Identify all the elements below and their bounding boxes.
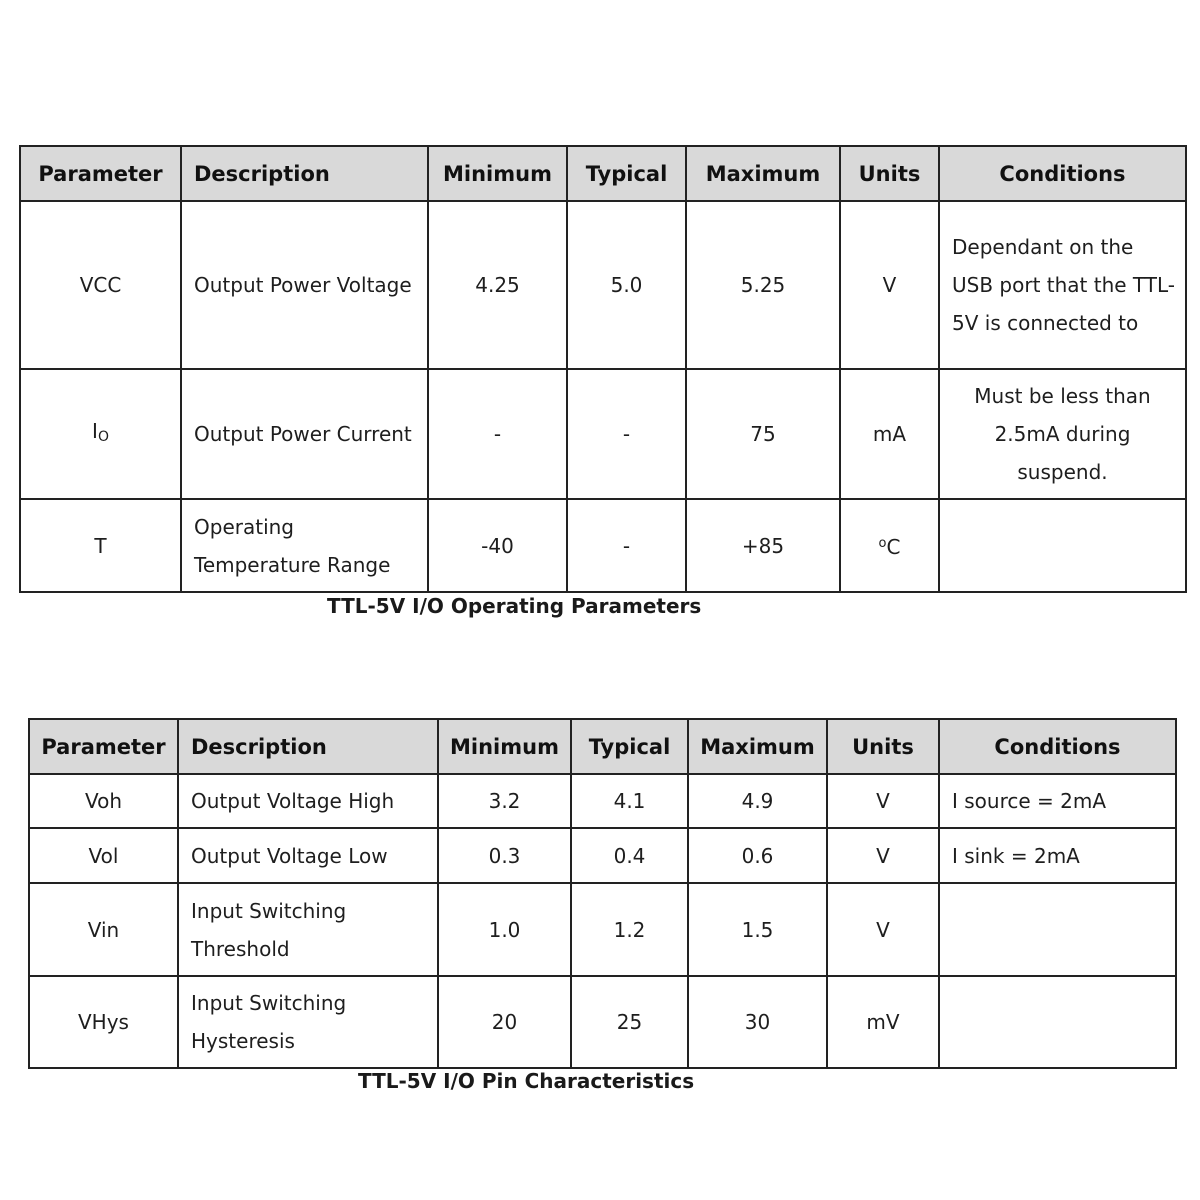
table-row (20, 201, 1186, 369)
minimum-cell: 3.2 (438, 774, 571, 828)
description-cell: Input Switching Hysteresis (178, 976, 438, 1068)
table-caption: TTL-5V I/O Operating Parameters (327, 594, 702, 618)
table-row (29, 883, 1176, 976)
conditions-cell: Must be less than 2.5mA during suspend. (939, 369, 1186, 499)
typical-cell: 25 (571, 976, 688, 1068)
units-cell: V (840, 201, 939, 369)
parameter-symbol: I (92, 419, 98, 443)
table-row (20, 369, 1186, 499)
typical-cell: 0.4 (571, 828, 688, 883)
pin-characteristics-table (28, 718, 1177, 1069)
description-cell: Output Voltage High (178, 774, 438, 828)
table-row (20, 499, 1186, 592)
table-header-row (20, 146, 1186, 201)
maximum-cell: 0.6 (688, 828, 827, 883)
maximum-cell: 1.5 (688, 883, 827, 976)
header-maximum: Maximum (688, 719, 827, 774)
description-cell: Output Power Current (181, 369, 428, 499)
typical-cell: 5.0 (567, 201, 686, 369)
units-cell: V (827, 828, 939, 883)
units-cell: V (827, 883, 939, 976)
table-row (29, 828, 1176, 883)
parameter-cell: VHys (29, 976, 178, 1068)
parameter-subscript: O (97, 429, 109, 445)
header-conditions: Conditions (939, 146, 1186, 201)
parameter-cell: Vol (29, 828, 178, 883)
description-cell: Output Power Voltage (181, 201, 428, 369)
units-cell: V (827, 774, 939, 828)
typical-cell: - (567, 499, 686, 592)
conditions-cell: I sink = 2mA (939, 828, 1176, 883)
minimum-cell: -40 (428, 499, 567, 592)
conditions-cell (939, 883, 1176, 976)
conditions-cell (939, 499, 1186, 592)
conditions-cell: I source = 2mA (939, 774, 1176, 828)
minimum-cell: 20 (438, 976, 571, 1068)
header-units: Units (827, 719, 939, 774)
table-header-row (29, 719, 1176, 774)
header-minimum: Minimum (438, 719, 571, 774)
header-description: Description (181, 146, 428, 201)
units-cell: mV (827, 976, 939, 1068)
maximum-cell: 30 (688, 976, 827, 1068)
table-caption: TTL-5V I/O Pin Characteristics (358, 1069, 695, 1093)
header-maximum: Maximum (686, 146, 840, 201)
degree-symbol: o (878, 536, 887, 551)
minimum-cell: 0.3 (438, 828, 571, 883)
header-units: Units (840, 146, 939, 201)
header-parameter: Parameter (20, 146, 181, 201)
operating-parameters-table (19, 145, 1187, 593)
maximum-cell: 75 (686, 369, 840, 499)
header-conditions: Conditions (939, 719, 1176, 774)
parameter-cell: T (20, 499, 181, 592)
description-cell: Input Switching Threshold (178, 883, 438, 976)
parameter-cell: Voh (29, 774, 178, 828)
header-typical: Typical (571, 719, 688, 774)
minimum-cell: 4.25 (428, 201, 567, 369)
header-typical: Typical (567, 146, 686, 201)
table-row (29, 976, 1176, 1068)
description-cell: Output Voltage Low (178, 828, 438, 883)
description-cell: Operating Temperature Range (181, 499, 428, 592)
parameter-cell: Vin (29, 883, 178, 976)
units-cell (840, 499, 939, 592)
typical-cell: 1.2 (571, 883, 688, 976)
header-minimum: Minimum (428, 146, 567, 201)
minimum-cell: - (428, 369, 567, 499)
conditions-cell (939, 976, 1176, 1068)
header-parameter: Parameter (29, 719, 178, 774)
minimum-cell: 1.0 (438, 883, 571, 976)
conditions-cell: Dependant on the USB port that the TTL-5V is connected to (939, 201, 1186, 369)
typical-cell: - (567, 369, 686, 499)
typical-cell: 4.1 (571, 774, 688, 828)
header-description: Description (178, 719, 438, 774)
units-cell: mA (840, 369, 939, 499)
maximum-cell: 4.9 (688, 774, 827, 828)
units-letter: C (886, 535, 901, 559)
parameter-cell: VCC (20, 201, 181, 369)
maximum-cell: +85 (686, 499, 840, 592)
parameter-cell (20, 369, 181, 499)
table-row (29, 774, 1176, 828)
maximum-cell: 5.25 (686, 201, 840, 369)
